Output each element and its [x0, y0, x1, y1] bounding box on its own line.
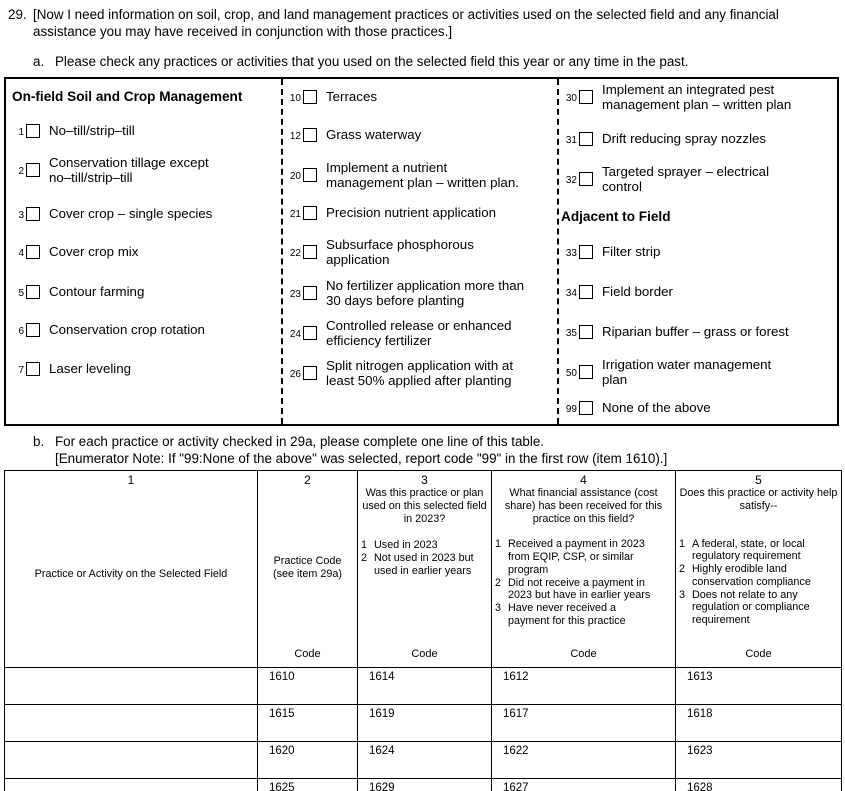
- item-code-label: 1613: [687, 671, 713, 683]
- col-5-number: 5: [755, 473, 762, 487]
- practice-code-number: 20: [289, 171, 301, 183]
- table-row: [5, 705, 842, 742]
- practice-option-32: [563, 164, 787, 194]
- code-entry-cell-1613[interactable]: [676, 668, 842, 705]
- practice-label: Riparian buffer – grass or forest: [602, 324, 789, 339]
- col-5-options: 1 A federal, state, or local regulatory requirement 2 Highly erodible land conservation compliance 3 Does not relate to any regulation or compliance requirement: [679, 537, 811, 627]
- code-entry-cell-1625[interactable]: [258, 779, 358, 791]
- practice-option-7: [10, 361, 131, 376]
- group-heading: On-field Soil and Crop Management: [12, 89, 243, 104]
- practice-option-1: [10, 123, 135, 138]
- question-text: [Now I need information on soil, crop, and land management practices or activities used on the selected field and any financial assistance you may have received in conjunction with those practices.]: [33, 7, 779, 39]
- practice-checkbox-50[interactable]: [579, 365, 593, 379]
- item-code-label: 1627: [503, 782, 529, 791]
- code-entry-cell-1618[interactable]: [676, 705, 842, 742]
- practice-label: No fertilizer application more than 30 days before planting: [326, 278, 525, 309]
- practice-option-12: [287, 127, 421, 142]
- practice-checkbox-12[interactable]: [303, 128, 317, 142]
- table-col-header-4: [492, 471, 676, 668]
- practice-option-99: [563, 400, 711, 415]
- practice-code-number: 31: [565, 134, 577, 146]
- practice-code-number: 24: [289, 329, 301, 341]
- item-code-label: 1623: [687, 745, 713, 757]
- item-code-label: 1612: [503, 671, 529, 683]
- practice-checkbox-10[interactable]: [303, 90, 317, 104]
- col-3-question: Was this practice or plan used on this selected field in 2023?: [362, 487, 487, 525]
- practice-label: Cover crop mix: [49, 244, 139, 259]
- code-entry-cell-1614[interactable]: [358, 668, 492, 705]
- practice-checkbox-24[interactable]: [303, 326, 317, 340]
- practice-code-number: 26: [289, 369, 301, 381]
- practice-option-20: [287, 160, 526, 190]
- question-29: [8, 7, 837, 41]
- practice-option-23: [287, 278, 526, 308]
- col-1-title: Practice or Activity on the Selected Field: [34, 567, 228, 580]
- practice-option-22: [287, 237, 526, 267]
- practice-label: Conservation tillage except no–till/strip–till: [49, 155, 209, 186]
- practices-table: [4, 470, 842, 791]
- practice-option-26: [287, 358, 534, 388]
- practice-option-3: [10, 206, 212, 221]
- table-col-header-3: [358, 471, 492, 668]
- practice-label: Contour farming: [49, 284, 145, 299]
- practice-checkbox-30[interactable]: [579, 90, 593, 104]
- code-entry-cell-1612[interactable]: [492, 668, 676, 705]
- practice-checkbox-23[interactable]: [303, 286, 317, 300]
- practice-code-number: 10: [289, 92, 301, 104]
- practice-checkbox-32[interactable]: [579, 172, 593, 186]
- practice-checkbox-26[interactable]: [303, 366, 317, 380]
- table-row: [5, 668, 842, 705]
- table-col-header-2: [258, 471, 358, 668]
- col-4-options: 1 Received a payment in 2023 from EQIP, CSP, or similar program 2 Did not receive a payment in 2023 but have in earlier years 3 Have never received a payment for this practice: [495, 538, 651, 627]
- col-4-question: What financial assistance (cost share) has been received for this practice on this field?: [504, 487, 663, 525]
- col-2-title: Practice Code (see item 29a): [272, 554, 342, 580]
- practice-code-number: 7: [18, 364, 24, 376]
- item-code-label: 1617: [503, 708, 529, 720]
- item-code-label: 1629: [369, 782, 395, 791]
- practice-name-entry-cell[interactable]: [5, 779, 258, 791]
- practice-label: Subsurface phosphorous application: [326, 237, 474, 268]
- enumerator-note: [Enumerator Note: If "99:None of the above" was selected, report code "99" in the first row (item 1610).]: [55, 451, 668, 467]
- item-code-label: 1628: [687, 782, 713, 791]
- col-2-code-label: Code: [294, 648, 321, 661]
- practice-label: Targeted sprayer – electrical control: [602, 164, 770, 195]
- practice-code-number: 35: [565, 327, 577, 339]
- practice-option-10: [287, 89, 377, 104]
- practice-code-number: 3: [18, 209, 24, 221]
- practice-checkbox-21[interactable]: [303, 206, 317, 220]
- item-code-label: 1618: [687, 708, 713, 720]
- practice-option-33: [563, 244, 660, 259]
- practice-label: No–till/strip–till: [49, 123, 135, 138]
- section-a-letter: a.: [33, 54, 45, 69]
- practice-label: Split nitrogen application with at least 50% applied after planting: [326, 358, 514, 389]
- practice-checkbox-35[interactable]: [579, 325, 593, 339]
- item-code-label: 1614: [369, 671, 395, 683]
- item-code-label: 1610: [269, 671, 295, 683]
- practice-label: Field border: [602, 284, 673, 299]
- col-5-code-label: Code: [745, 648, 772, 661]
- item-code-label: 1625: [269, 782, 295, 791]
- item-code-label: 1624: [369, 745, 395, 757]
- practice-code-number: 6: [18, 325, 24, 337]
- practice-code-number: 2: [18, 166, 24, 178]
- col-5-question: Does this practice or activity help satisfy--: [679, 487, 838, 512]
- practice-option-4: [10, 244, 138, 259]
- practice-label: Drift reducing spray nozzles: [602, 131, 767, 146]
- item-code-label: 1620: [269, 745, 295, 757]
- practice-code-number: 34: [565, 287, 577, 299]
- practice-label: Grass waterway: [326, 127, 422, 142]
- col-3-code-label: Code: [411, 648, 438, 661]
- practice-checkbox-22[interactable]: [303, 245, 317, 259]
- section-b-instruction: [33, 433, 667, 467]
- item-code-label: 1622: [503, 745, 529, 757]
- practice-name-entry-cell[interactable]: [5, 742, 258, 779]
- practice-option-5: [10, 284, 144, 299]
- col-1-number: 1: [127, 473, 135, 487]
- question-number: 29.: [8, 7, 27, 22]
- practice-label: Conservation crop rotation: [49, 322, 205, 337]
- col-4-number: 4: [580, 473, 587, 487]
- practices-column-middle: [283, 79, 559, 424]
- col-3-options: 1 Used in 2023 2 Not used in 2023 but used in earlier years: [361, 539, 474, 577]
- code-entry-cell-1623[interactable]: [676, 742, 842, 779]
- code-entry-cell-1628[interactable]: [676, 779, 842, 791]
- practice-checkbox-4[interactable]: [26, 245, 40, 259]
- table-col-header-5: [676, 471, 842, 668]
- practice-code-number: 5: [18, 287, 24, 299]
- practice-label: Cover crop – single species: [49, 206, 213, 221]
- practice-label: Irrigation water management plan: [602, 357, 772, 388]
- practice-code-number: 1: [18, 126, 24, 138]
- practice-code-number: 4: [18, 247, 24, 259]
- practice-checkbox-3[interactable]: [26, 207, 40, 221]
- practice-label: Terraces: [326, 89, 377, 104]
- col-4-code-label: Code: [570, 648, 597, 661]
- table-row: [5, 742, 842, 779]
- practices-column-right: [559, 79, 837, 424]
- practice-option-24: [287, 318, 526, 348]
- practice-label: None of the above: [602, 400, 711, 415]
- practice-code-number: 33: [565, 247, 577, 259]
- section-a-text: Please check any practices or activities that you used on the selected field this year or any time in the past.: [55, 54, 689, 69]
- col-3-number: 3: [421, 473, 428, 487]
- practice-checkbox-99[interactable]: [579, 401, 593, 415]
- code-entry-cell-1624[interactable]: [358, 742, 492, 779]
- practice-option-34: [563, 284, 673, 299]
- practices-checkbox-box: [4, 77, 839, 426]
- practice-option-50: [563, 357, 787, 387]
- practice-label: Controlled release or enhanced efficiency fertilizer: [326, 318, 512, 349]
- practice-label: Laser leveling: [49, 361, 132, 376]
- practice-option-30: [563, 82, 812, 112]
- practice-option-35: [563, 324, 789, 339]
- practice-code-number: 30: [565, 93, 577, 105]
- code-entry-cell-1617[interactable]: [492, 705, 676, 742]
- section-b-text: For each practice or activity checked in 29a, please complete one line of this table.: [55, 434, 545, 449]
- code-entry-cell-1620[interactable]: [258, 742, 358, 779]
- code-entry-cell-1622[interactable]: [492, 742, 676, 779]
- col-2-number: 2: [304, 473, 311, 487]
- practice-label: Filter strip: [602, 244, 661, 259]
- section-a-instruction: [33, 54, 688, 69]
- practice-code-number: 99: [565, 403, 577, 415]
- practice-code-number: 22: [289, 248, 301, 260]
- practice-checkbox-33[interactable]: [579, 245, 593, 259]
- item-code-label: 1615: [269, 708, 295, 720]
- practice-checkbox-34[interactable]: [579, 285, 593, 299]
- practice-code-number: 12: [289, 130, 301, 142]
- practice-option-21: [287, 205, 496, 220]
- practice-label: Precision nutrient application: [326, 205, 497, 220]
- practice-name-entry-cell[interactable]: [5, 668, 258, 705]
- table-row: [5, 779, 842, 791]
- practice-code-number: 32: [565, 175, 577, 187]
- practice-name-entry-cell[interactable]: [5, 705, 258, 742]
- practice-checkbox-6[interactable]: [26, 323, 40, 337]
- practice-checkbox-20[interactable]: [303, 168, 317, 182]
- practice-option-2: [10, 155, 229, 185]
- practice-code-number: 23: [289, 289, 301, 301]
- practice-checkbox-5[interactable]: [26, 285, 40, 299]
- practice-checkbox-1[interactable]: [26, 124, 40, 138]
- item-code-label: 1619: [369, 708, 395, 720]
- practice-checkbox-31[interactable]: [579, 132, 593, 146]
- group-heading: Adjacent to Field: [561, 209, 671, 224]
- code-entry-cell-1615[interactable]: [258, 705, 358, 742]
- practice-code-number: 21: [289, 208, 301, 220]
- code-entry-cell-1627[interactable]: [492, 779, 676, 791]
- practice-checkbox-7[interactable]: [26, 362, 40, 376]
- code-entry-cell-1610[interactable]: [258, 668, 358, 705]
- practice-option-31: [563, 131, 766, 146]
- section-b-letter: b.: [33, 434, 45, 449]
- practices-column-left: [6, 79, 283, 424]
- table-col-header-1: [5, 471, 258, 668]
- practice-label: Implement a nutrient management plan – written plan.: [326, 160, 519, 191]
- practice-option-6: [10, 322, 205, 337]
- practice-checkbox-2[interactable]: [26, 163, 40, 177]
- code-entry-cell-1629[interactable]: [358, 779, 492, 791]
- practice-label: Implement an integrated pest management plan – written plan: [602, 82, 792, 113]
- code-entry-cell-1619[interactable]: [358, 705, 492, 742]
- practice-code-number: 50: [565, 368, 577, 380]
